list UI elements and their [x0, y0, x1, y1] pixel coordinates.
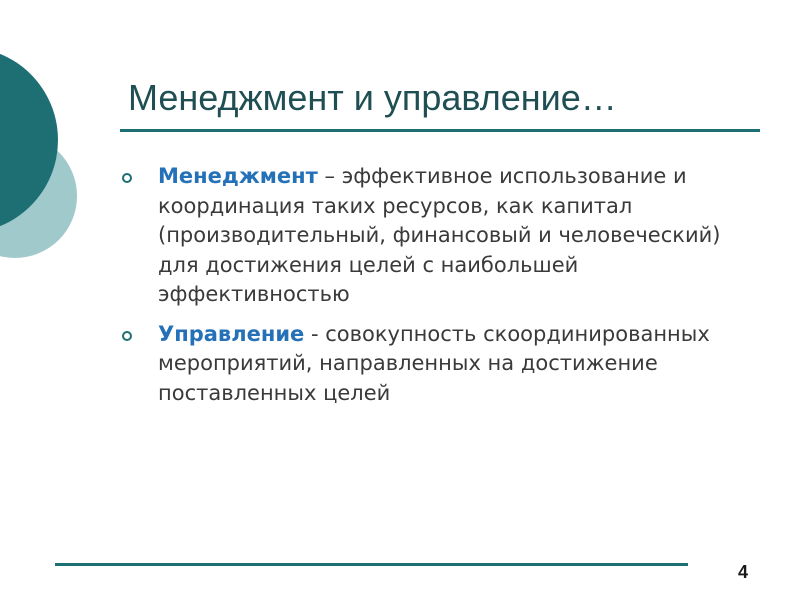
bullet-text [158, 322, 710, 405]
bullet-definition: - совокупность скоординированных мероприятий, направленных на достижение поставленных целей [158, 321, 710, 405]
bullet-text [158, 164, 720, 306]
bullet-circle-icon [122, 331, 132, 341]
bullet-term: Управление [158, 321, 305, 346]
bullet-list [118, 162, 738, 418]
bullet-item-control [118, 320, 738, 409]
title-underline [120, 129, 760, 132]
footer-divider [55, 563, 688, 566]
bullet-term: Менеджмент [158, 164, 318, 188]
slide-title: Менеджмент и управление… [128, 77, 617, 118]
page-number: 4 [738, 562, 749, 582]
decorative-circle-dark [0, 47, 58, 233]
bullet-circle-icon [122, 173, 132, 183]
decorative-circles [0, 0, 90, 310]
decorative-circle-light [0, 134, 77, 258]
bullet-item-management [118, 162, 738, 310]
bullet-definition: – эффективное использование и координация таких ресурсов, как капитал (производительный, финансовый и человеческий) для достижения целей с наибольшей эффективностью [158, 164, 721, 306]
